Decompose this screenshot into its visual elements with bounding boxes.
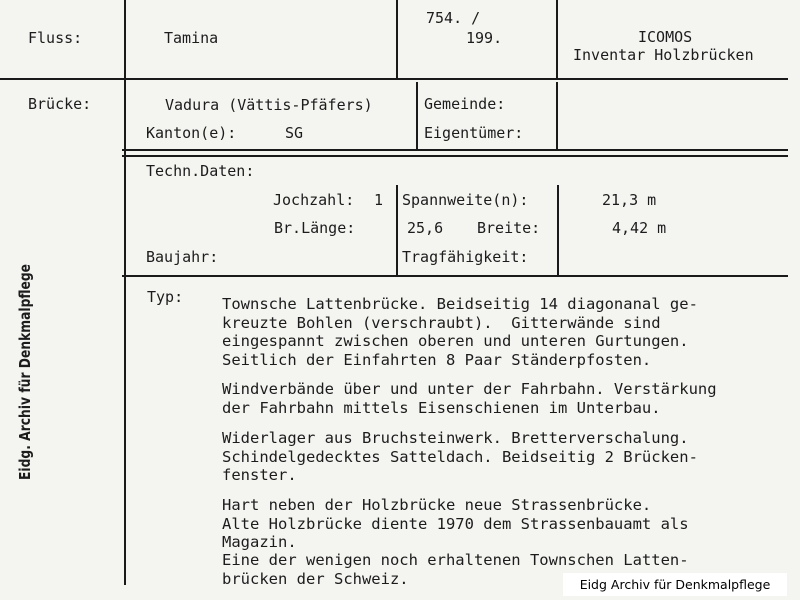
typ-paragraph: Widerlager aus Bruchsteinwerk. Bretterverschalung. Schindelgedecktes Satteldach. Beidseitig 2 Brücken- fenster. (222, 429, 698, 485)
laenge-label: Br.Länge: (274, 219, 356, 237)
tech-bottom-rule (122, 275, 788, 277)
breite-label: Breite: (477, 219, 541, 237)
tech-top-rule (122, 155, 788, 157)
left-column-rule (124, 0, 126, 585)
tragfaehigkeit-label: Tragfähigkeit: (402, 248, 529, 266)
typ-label: Typ: (147, 288, 184, 306)
typ-paragraph: Windverbände über und unter der Fahrbahn. Verstärkung der Fahrbahn mittels Eisenschienen im Unterbau. (222, 380, 717, 417)
inventory-number-line2: 199. (466, 29, 503, 47)
org-subtitle: Inventar Holzbrücken (573, 46, 754, 64)
archive-sidebar-stamp: Eidg. Archiv für Denkmalpflege (16, 263, 34, 480)
tech-title: Techn.Daten: (146, 162, 255, 180)
archive-watermark: Eidg Archiv für Denkmalpflege (563, 573, 787, 596)
spannweite-label: Spannweite(n): (402, 191, 529, 209)
bruecke-value: Vadura (Vättis-Pfäfers) (165, 96, 373, 114)
tech-middle-rule (396, 185, 398, 275)
spannweite-value: 21,3 m (602, 191, 657, 209)
gemeinde-label: Gemeinde: (424, 95, 506, 113)
gemeinde-left-rule (416, 82, 418, 149)
kanton-value: SG (285, 124, 304, 142)
bruecke-label: Brücke: (28, 95, 92, 113)
kanton-label: Kanton(e): (146, 124, 237, 142)
fluss-value: Tamina (164, 29, 219, 47)
gemeinde-right-rule (556, 82, 558, 149)
number-column-right-rule (556, 0, 558, 78)
tech-right-rule (557, 185, 559, 275)
typ-paragraph: Townsche Lattenbrücke. Beidseitig 14 diagonanal ge- kreuzte Bohlen (verschraubt). Gitterwände sind eingespannt zwischen oberen und unteren Gurtungen. Seitlich der Einfahrten 8 Paar Ständerpfosten. (222, 295, 698, 369)
inventory-number-line1: 754. / (426, 9, 481, 27)
org-name: ICOMOS (638, 28, 693, 46)
number-column-left-rule (396, 0, 398, 78)
typ-paragraph: Hart neben der Holzbrücke neue Strassenbrücke. Alte Holzbrücke diente 1970 dem Strassenbauamt als Magazin. (222, 496, 689, 552)
laenge-value: 25,6 (407, 219, 444, 237)
jochzahl-label: Jochzahl: (273, 191, 355, 209)
bridge-bottom-rule (122, 149, 788, 151)
eigentuemer-label: Eigentümer: (424, 124, 524, 142)
header-bottom-rule (0, 78, 788, 80)
fluss-label: Fluss: (28, 29, 83, 47)
baujahr-label: Baujahr: (146, 248, 219, 266)
jochzahl-value: 1 (374, 191, 384, 209)
breite-value: 4,42 m (612, 219, 667, 237)
typ-paragraph: Eine der wenigen noch erhaltenen Townschen Latten- brücken der Schweiz. (222, 551, 689, 588)
